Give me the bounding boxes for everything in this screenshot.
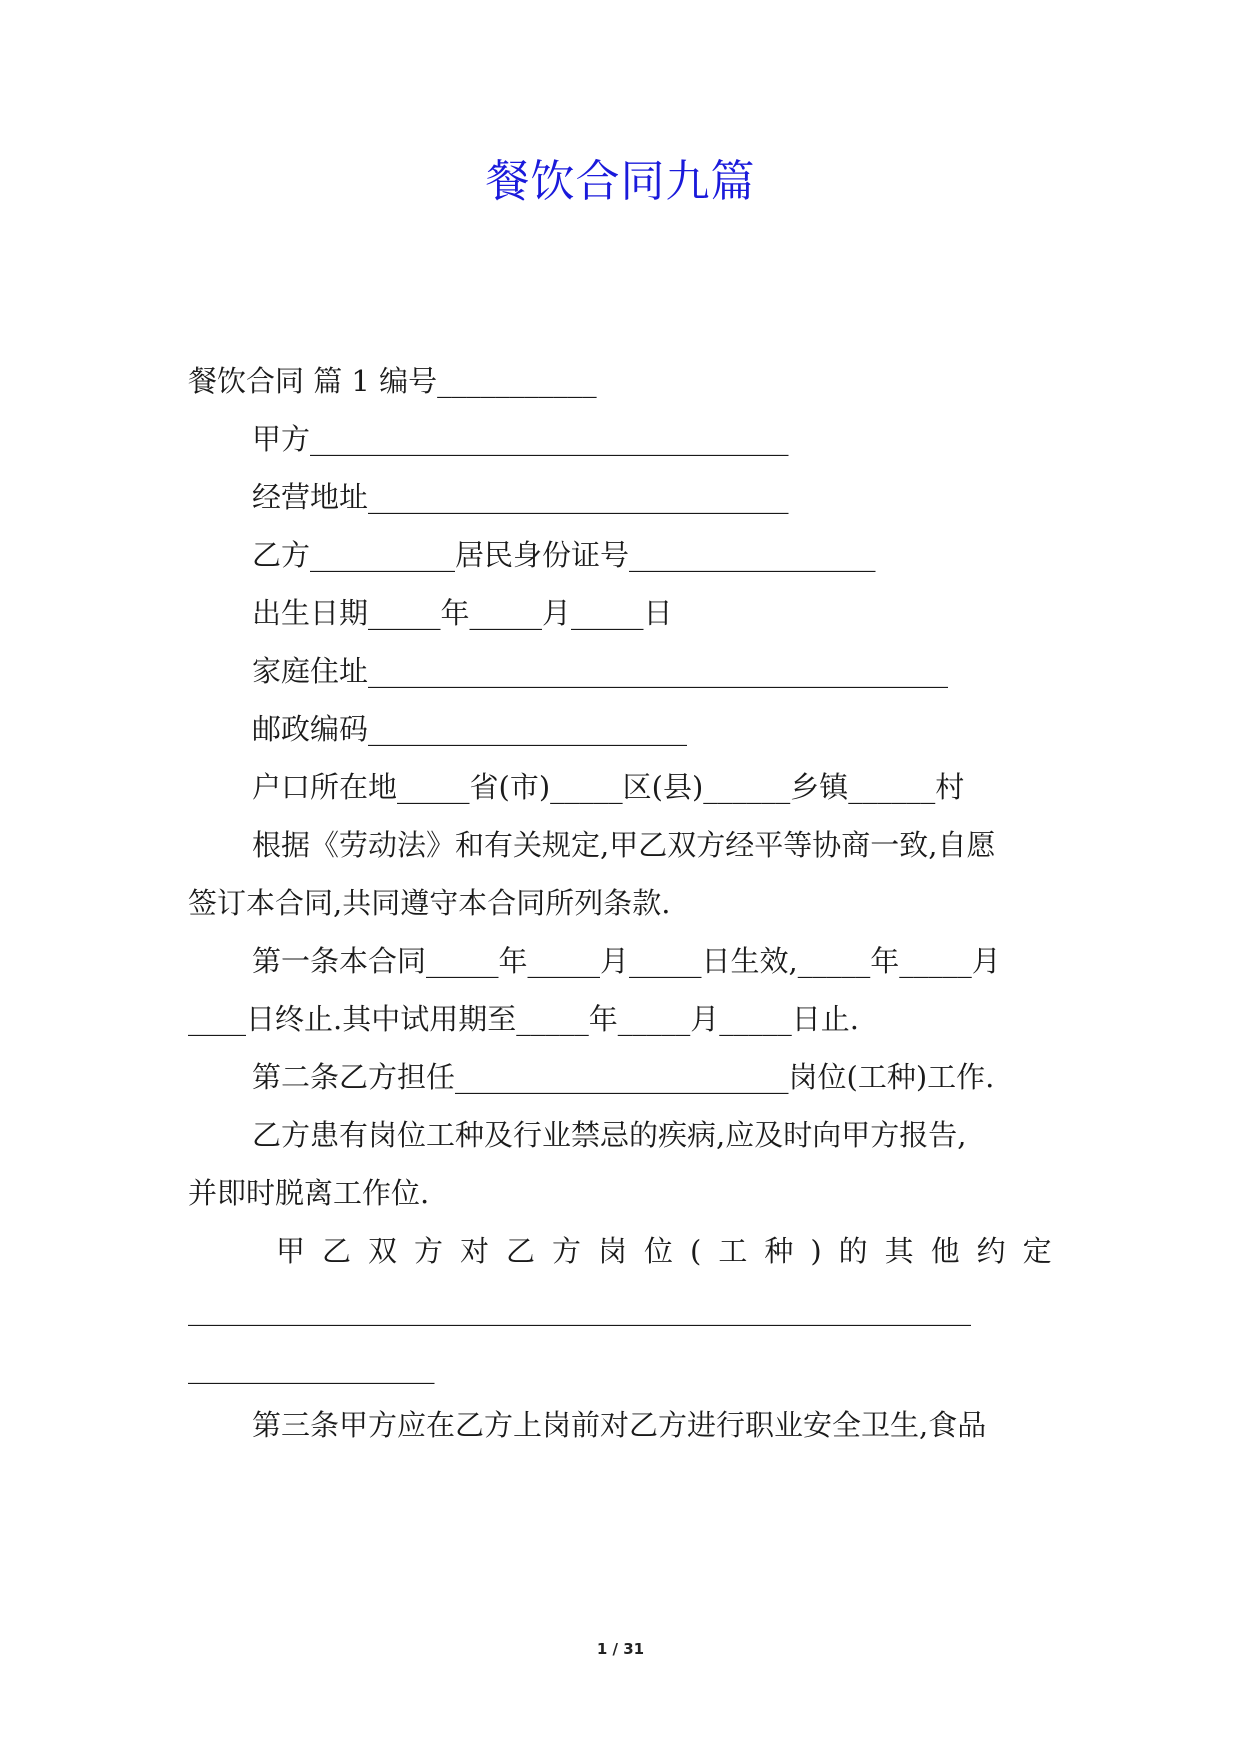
birth-date-line: 出生日期_____年_____月_____日	[252, 596, 673, 630]
contract-heading-line: 餐饮合同 篇 1 编号___________	[188, 364, 597, 398]
page-indicator: 1 / 31	[596, 1640, 645, 1658]
home-address-line: 家庭住址________________________________________	[252, 654, 949, 688]
article-2-line: 第二条乙方担任_______________________岗位(工种)工作.	[252, 1060, 995, 1094]
blank-rule-line-2: _________________	[188, 1350, 435, 1384]
document-title: 餐饮合同九篇	[485, 156, 756, 207]
household-registration-line: 户口所在地_____省(市)_____区(县)______乡镇______村	[252, 770, 965, 804]
disease-report-line-2: 并即时脱离工作位.	[188, 1176, 430, 1210]
article-3-line: 第三条甲方应在乙方上岗前对乙方进行职业安全卫生,食品	[252, 1408, 987, 1442]
party-b-line: 乙方__________居民身份证号_________________	[252, 538, 876, 572]
article-1-line-2: ____日终止.其中试用期至_____年_____月_____日止.	[188, 1002, 859, 1036]
article-1-line-1: 第一条本合同_____年_____月_____日生效,_____年_____月	[252, 944, 1001, 978]
preamble-line-1: 根据《劳动法》和有关规定,甲乙双方经平等协商一致,自愿	[252, 828, 996, 862]
postal-code-line: 邮政编码______________________	[252, 712, 688, 746]
other-agreement-line: 甲乙双方对乙方岗位(工种)的其他约定	[276, 1234, 1069, 1268]
business-address-line: 经营地址_____________________________	[252, 480, 789, 514]
preamble-line-2: 签订本合同,共同遵守本合同所列条款.	[188, 886, 671, 920]
disease-report-line-1: 乙方患有岗位工种及行业禁忌的疾病,应及时向甲方报告,	[252, 1118, 967, 1152]
blank-rule-line-1: ______________________________________________________	[188, 1292, 971, 1326]
party-a-line: 甲方_________________________________	[252, 422, 789, 456]
